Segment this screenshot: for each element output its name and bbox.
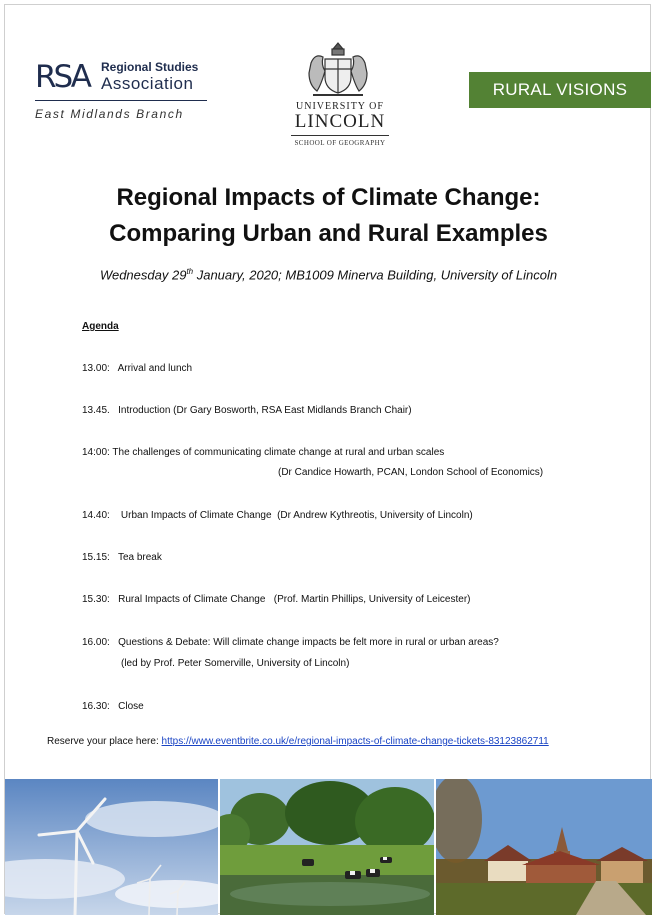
university-divider	[291, 135, 389, 136]
agenda-item: 16.30: Close	[82, 701, 144, 712]
agenda-item: 13.45. Introduction (Dr Gary Bosworth, RSA East Midlands Branch Chair)	[82, 405, 412, 416]
photo-strip	[5, 779, 652, 915]
cattle-river-photo	[220, 779, 434, 915]
agenda-item: 14:00: The challenges of communicating climate change at rural and urban scales	[82, 447, 445, 458]
university-logo	[285, 101, 395, 147]
rsa-mark: RSA	[35, 59, 89, 95]
university-name: LINCOLN	[294, 111, 386, 132]
reserve-label: Reserve your place here:	[47, 736, 162, 747]
university-top: UNIVERSITY OF	[296, 101, 384, 112]
agenda-item-detail: (Dr Candice Howarth, PCAN, London School of Economics)	[278, 467, 544, 478]
university-crest-icon	[303, 39, 373, 101]
subtitle-suffix: th	[186, 267, 194, 276]
rsa-divider	[35, 100, 207, 101]
rsa-branch: East Midlands Branch	[35, 107, 184, 121]
agenda-item: 16.00: Questions & Debate: Will climate change impacts be felt more in rural or urban areas?	[82, 637, 499, 648]
subtitle-day: Wednesday 29	[99, 267, 187, 283]
agenda-item: 15.30: Rural Impacts of Climate Change (Prof. Martin Phillips, University of Leicester)	[82, 594, 471, 605]
rsa-name-line1: Regional Studies	[101, 60, 199, 74]
eventbrite-link[interactable]: https://www.eventbrite.co.uk/e/regional-impacts-of-climate-change-tickets-83123862711	[161, 736, 549, 747]
event-title	[5, 180, 652, 252]
flyer-page	[4, 4, 651, 914]
village-church-photo	[436, 779, 652, 915]
agenda-item: 14.40: Urban Impacts of Climate Change (Dr Andrew Kythreotis, University of Lincoln)	[82, 510, 473, 521]
rsa-name-line2: Association	[101, 74, 194, 93]
reserve-line	[47, 736, 549, 747]
rural-visions-banner: RURAL VISIONS	[469, 72, 651, 108]
wind-turbine-photo	[5, 779, 218, 915]
event-subtitle	[5, 267, 652, 282]
title-line2: Comparing Urban and Rural Examples	[109, 220, 548, 247]
subtitle-rest: January, 2020; MB1009 Minerva Building, University of Lincoln	[193, 267, 558, 283]
agenda-item: 13.00: Arrival and lunch	[82, 363, 193, 374]
university-school: SCHOOL OF GEOGRAPHY	[294, 139, 386, 147]
agenda-heading: Agenda	[82, 321, 119, 332]
agenda-item: 15.15: Tea break	[82, 552, 162, 563]
agenda-item-detail: (led by Prof. Peter Somerville, University of Lincoln)	[121, 658, 350, 669]
rsa-logo	[35, 60, 215, 121]
title-line1: Regional Impacts of Climate Change:	[116, 184, 541, 211]
